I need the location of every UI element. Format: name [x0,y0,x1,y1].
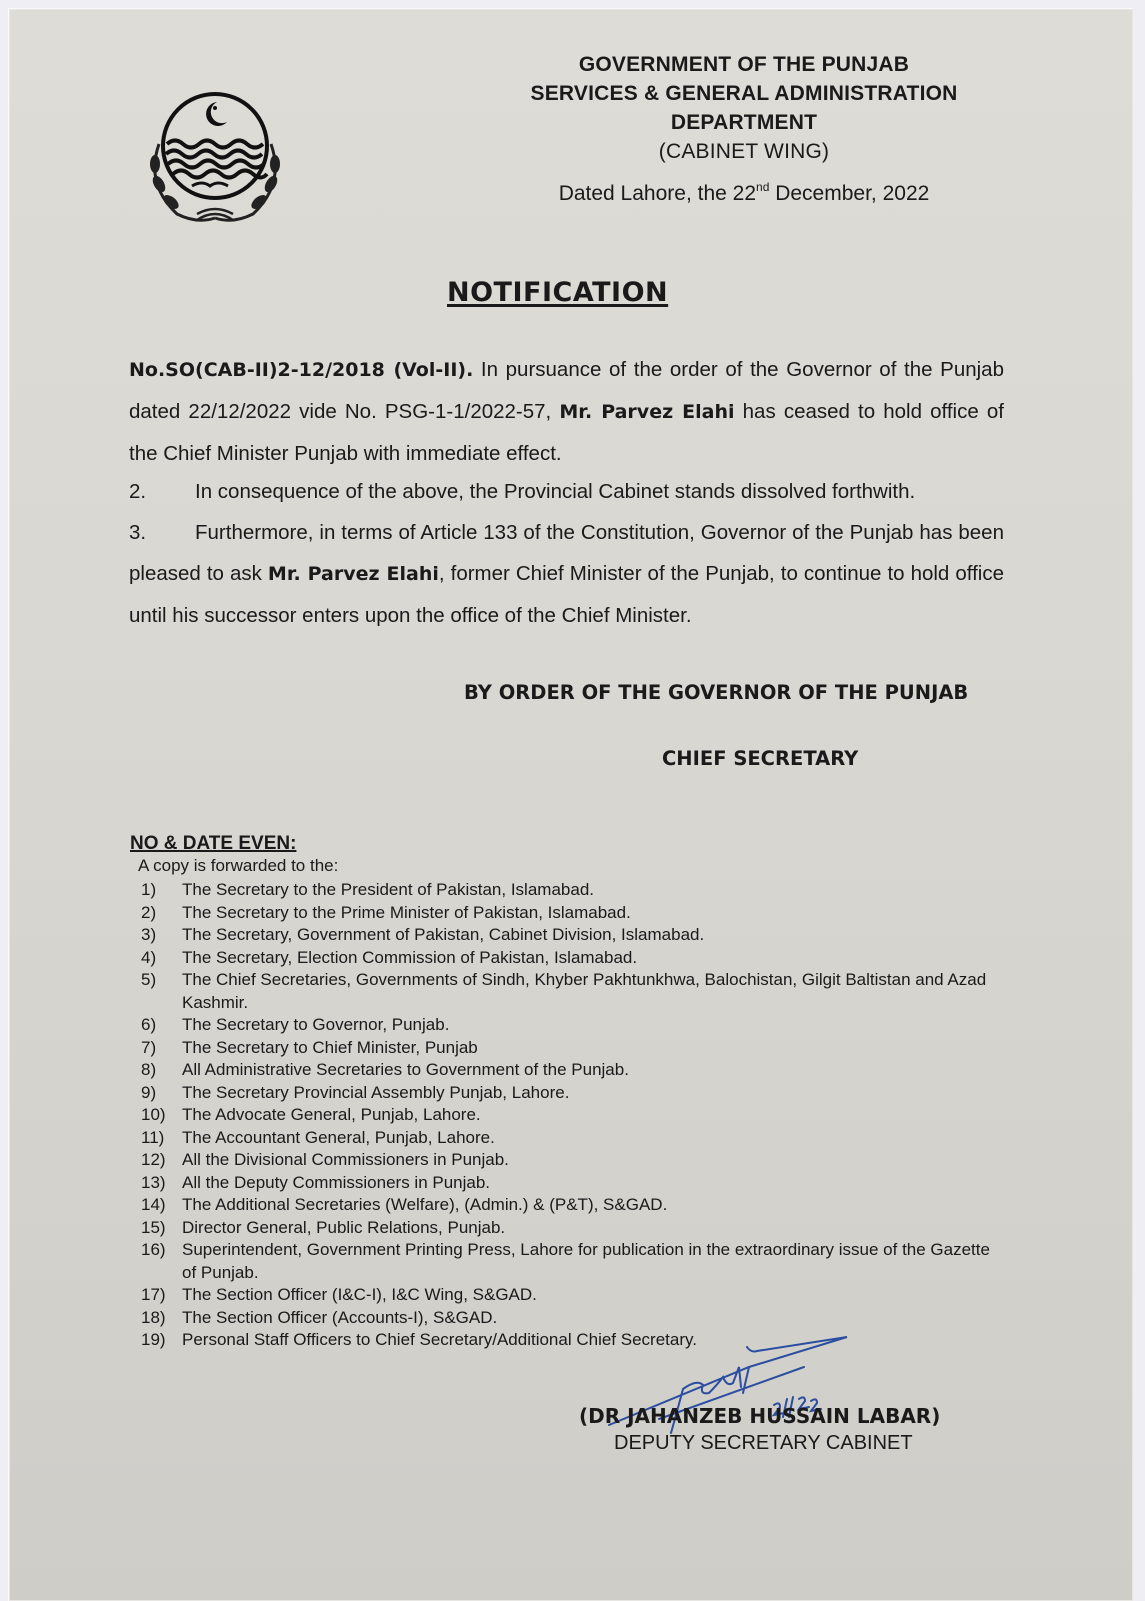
copy-recipient-item [141,1149,991,1172]
copy-recipient-text: Personal Staff Officers to Chief Secretary/Additional Chief Secretary. [182,1330,697,1349]
paragraph-3 [129,512,1004,636]
copy-recipient-text: The Secretary to the President of Pakistan, Islamabad. [182,880,594,899]
copy-recipient-number: 9) [141,1082,157,1102]
notification-title: NOTIFICATION [447,277,669,308]
copy-recipient-number: 7) [141,1037,157,1057]
copy-recipient-number: 12) [141,1150,166,1169]
copy-recipient-number: 4) [141,947,157,967]
chief-secretary-label: CHIEF SECRETARY [662,747,859,770]
copy-recipient-item [141,1239,991,1284]
dated-sup: nd [756,180,770,194]
paragraph-2-number: 2. [129,480,147,503]
copy-recipient-number: 17) [141,1285,166,1304]
copy-recipient-text: The Secretary to Governor, Punjab. [182,1015,450,1034]
copy-recipient-text: The Secretary, Election Commission of Pakistan, Islamabad. [182,947,638,967]
copy-recipient-text: The Additional Secretaries (Welfare), (Admin.) & (P&T), S&GAD. [182,1195,668,1214]
paragraph-1-text-b: has ceased to hold office of the Chief Minister Punjab with immediate effect. [129,400,1004,465]
copy-recipient-number: 15) [141,1217,166,1237]
no-date-even-heading: NO & DATE EVEN: [130,833,297,854]
paragraph-3-text-b: , former Chief Minister of the Punjab, to continue to hold office until his successor enters upon the office of the Chief Minister. [129,562,1004,627]
paragraph-1-text-a: In pursuance of the order of the Governor of the Punjab dated 22/12/2022 vide No. PSG-1-1/2022-57, [129,358,1004,423]
paragraph-2 [129,471,1004,512]
copy-recipient-text: Director General, Public Relations, Punjab. [182,1217,506,1237]
copy-recipient-text: The Secretary, Government of Pakistan, Cabinet Division, Islamabad. [182,925,705,944]
copy-recipient-item [141,924,991,947]
copy-recipient-item [141,902,991,925]
copy-recipient-number: 11) [141,1127,165,1147]
copy-recipient-text: Superintendent, Government Printing Press, Lahore for publication in the extraordinary issue of the Gazette of Punjab. [182,1240,990,1282]
copy-recipient-item [141,1307,991,1330]
copy-recipient-number: 5) [141,970,157,989]
copy-recipient-number: 2) [141,902,157,922]
copy-recipient-item [141,1059,991,1082]
copy-recipient-text: All the Deputy Commissioners in Punjab. [182,1172,491,1192]
reference-number: No.SO(CAB-II)2-12/2018 (Vol-II). [129,359,474,381]
signatory-designation: DEPUTY SECRETARY CABINET [614,1432,913,1454]
header-wing: (CABINET WING) [658,140,830,163]
punjab-emblem-icon [137,84,292,224]
copy-recipient-number: 14) [141,1195,166,1214]
copy-recipient-text: The Advocate General, Punjab, Lahore. [182,1105,481,1124]
copy-recipient-item [141,969,991,1014]
copy-recipient-number: 6) [141,1015,157,1034]
copy-recipient-number: 1) [141,880,157,899]
copy-recipient-text: The Accountant General, Punjab, Lahore. [182,1127,495,1147]
copy-recipient-number: 18) [141,1307,166,1327]
copy-recipient-text: The Section Officer (Accounts-I), S&GAD. [182,1307,498,1327]
paragraph-2-text: In consequence of the above, the Provincial Cabinet stands dissolved forthwith. [195,480,916,503]
copy-recipient-text: All the Divisional Commissioners in Punjab. [182,1150,509,1169]
dated-prefix: Dated Lahore, the 22 [558,182,757,205]
copy-recipient-list [141,879,991,1352]
copy-recipient-text: The Section Officer (I&C-I), I&C Wing, S&GAD. [182,1285,537,1304]
header-department-cont: DEPARTMENT [670,111,818,134]
copy-recipient-item [141,1172,991,1195]
copy-recipient-item [141,1037,991,1060]
paragraph-1 [129,349,1004,474]
copy-recipient-item [141,947,991,970]
copy-recipient-number: 13) [141,1172,166,1192]
copy-recipient-number: 10) [141,1105,166,1124]
copy-recipient-item [141,1217,991,1240]
copy-recipient-text: The Chief Secretaries, Governments of Sindh, Khyber Pakhtunkhwa, Balochistan, Gilgit Baltistan and Azad Kashmir. [182,970,987,1012]
header-department: SERVICES & GENERAL ADMINISTRATION [530,82,958,105]
copy-recipient-text: The Secretary to the Prime Minister of Pakistan, Islamabad. [182,902,631,922]
document-page [8,8,1133,1601]
copy-recipient-item [141,1194,991,1217]
person-name: Mr. Parvez Elahi [559,401,735,423]
copy-recipient-item [141,1127,991,1150]
copy-recipient-number: 16) [141,1240,166,1259]
copy-forwarded-intro: A copy is forwarded to the: [138,856,339,875]
copy-recipient-item [141,1284,991,1307]
paragraph-3-number: 3. [129,521,147,544]
copy-recipient-number: 8) [141,1060,157,1079]
header-government: GOVERNMENT OF THE PUNJAB [578,53,910,76]
copy-recipient-text: The Secretary Provincial Assembly Punjab, Lahore. [182,1082,570,1102]
signatory-name: (DR JAHANZEB HUSSAIN LABAR) [579,1404,941,1428]
copy-recipient-item [141,879,991,902]
person-name: Mr. Parvez Elahi [267,563,439,585]
copy-recipient-number: 3) [141,925,157,944]
dated-suffix: December, 2022 [769,182,930,205]
copy-recipient-text: All Administrative Secretaries to Government of the Punjab. [182,1060,629,1079]
copy-recipient-text: The Secretary to Chief Minister, Punjab [182,1037,478,1057]
copy-recipient-number: 19) [141,1330,166,1349]
copy-recipient-item [141,1014,991,1037]
by-order-line: BY ORDER OF THE GOVERNOR OF THE PUNJAB [464,681,969,704]
copy-recipient-item [141,1104,991,1127]
dated-line [479,182,1009,206]
paragraph-3-text-a: Furthermore, in terms of Article 133 of the Constitution, Governor of the Punjab has been pleased to ask [129,521,1004,585]
copy-recipient-item [141,1082,991,1105]
